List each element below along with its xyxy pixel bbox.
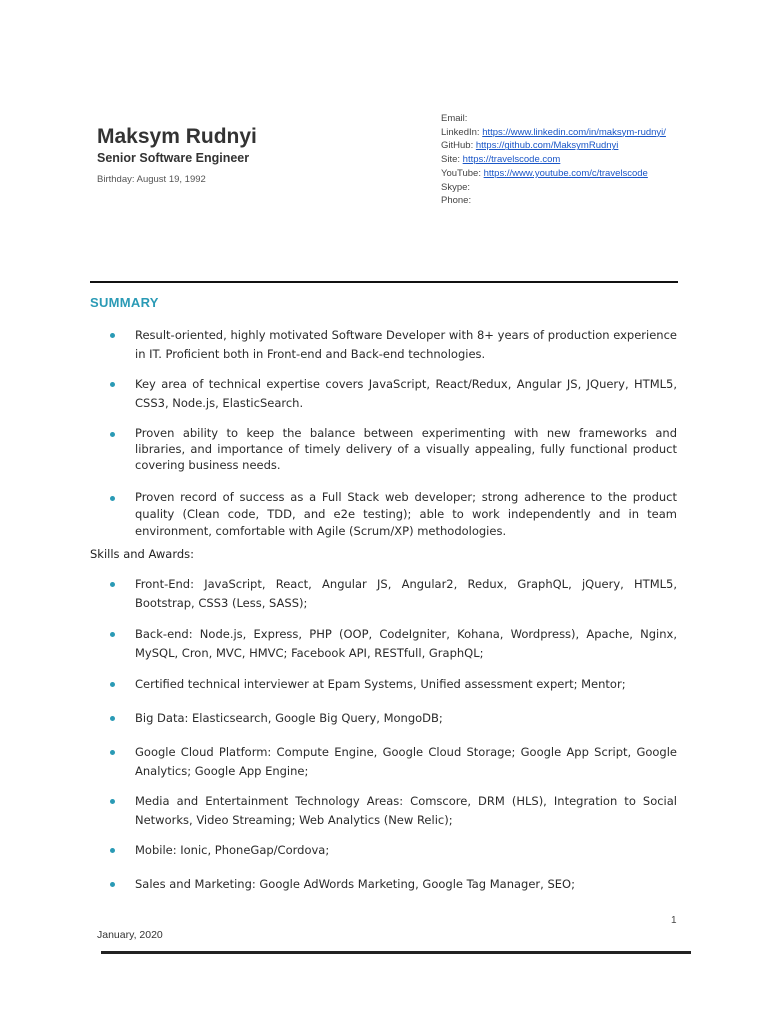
bullet-icon xyxy=(110,333,115,338)
summary-item-text: Result-oriented, highly motivated Software Developer with 8+ years of production experience in IT. Proficient both in Front-end and Back-end technologies. xyxy=(135,328,677,361)
linkedin-line xyxy=(441,126,681,140)
skills-item-text: Back-end: Node.js, Express, PHP (OOP, CodeIgniter, Kohana, Wordpress), Apache, Nginx, MySQL, Cron, MVC, HMVC; Facebook API, RESTfull, GraphQL; xyxy=(135,627,677,660)
skills-item xyxy=(110,675,677,694)
bullet-icon xyxy=(110,382,115,387)
youtube-label: YouTube: xyxy=(441,167,481,179)
summary-item xyxy=(110,489,677,540)
skype-label: Skype: xyxy=(441,181,471,193)
linkedin-label: LinkedIn: xyxy=(441,126,480,138)
github-label: GitHub: xyxy=(441,140,474,152)
site-link[interactable]: https://travelscode.com xyxy=(462,154,561,166)
bullet-icon xyxy=(110,848,115,853)
summary-item-text: Proven ability to keep the balance between experimenting with new frameworks and libraries, and importance of timely delivery of a visually appealing, fully functional product covering business needs. xyxy=(135,426,677,472)
summary-item xyxy=(110,425,677,473)
birthday: Birthday: August 19, 1992 xyxy=(97,174,206,185)
site-label: Site: xyxy=(441,154,461,166)
bullet-icon xyxy=(110,582,115,587)
skills-item-text: Certified technical interviewer at Epam Systems, Unified assessment expert; Mentor; xyxy=(135,677,626,691)
skills-item-text: Mobile: Ionic, PhoneGap/Cordova; xyxy=(135,843,330,857)
summary-item-text: Key area of technical expertise covers JavaScript, React/Redux, Angular JS, JQuery, HTML5, CSS3, Node.js, ElasticSearch. xyxy=(135,377,677,410)
site-line xyxy=(441,153,681,167)
skype-line xyxy=(441,181,681,195)
bullet-icon xyxy=(110,882,115,887)
job-title: Senior Software Engineer xyxy=(97,151,250,165)
summary-item xyxy=(110,326,677,364)
bullet-icon xyxy=(110,632,115,637)
skills-item xyxy=(110,625,677,663)
page-number: 1 xyxy=(671,915,677,926)
bullet-icon xyxy=(110,496,115,501)
github-line xyxy=(441,139,681,153)
bullet-icon xyxy=(110,750,115,755)
skills-item xyxy=(110,709,677,728)
github-link[interactable]: https://github.com/MaksymRudnyi xyxy=(475,140,619,152)
header-divider xyxy=(90,281,678,283)
summary-item xyxy=(110,375,677,413)
phone-label: Phone: xyxy=(441,195,472,207)
skills-item xyxy=(110,841,677,860)
skills-item xyxy=(110,743,677,781)
skills-item-text: Google Cloud Platform: Compute Engine, Google Cloud Storage; Google App Script, Google Analytics; Google App Engine; xyxy=(135,745,677,778)
summary-item-text: Proven record of success as a Full Stack web developer; strong adherence to the product quality (Clean code, TDD, and e2e testing); able to work independently and in team environment, comfortable with Agile (Scrum/XP) methodologies. xyxy=(135,490,677,538)
email-label: Email: xyxy=(441,113,468,124)
phone-line xyxy=(441,194,681,208)
skills-item xyxy=(110,792,677,830)
footer-divider xyxy=(101,951,691,954)
linkedin-link[interactable]: https://www.linkedin.com/in/maksym-rudnyi/ xyxy=(482,126,666,138)
summary-heading: SUMMARY xyxy=(90,295,159,310)
footer-date: January, 2020 xyxy=(97,929,163,941)
skills-heading: Skills and Awards: xyxy=(90,547,195,561)
youtube-link[interactable]: https://www.youtube.com/c/travelscode xyxy=(483,167,648,179)
skills-item-text: Sales and Marketing: Google AdWords Marketing, Google Tag Manager, SEO; xyxy=(135,877,575,891)
youtube-line xyxy=(441,167,681,181)
bullet-icon xyxy=(110,716,115,721)
skills-item xyxy=(110,875,677,894)
candidate-name: Maksym Rudnyi xyxy=(97,125,257,148)
bullet-icon xyxy=(110,799,115,804)
skills-item-text: Media and Entertainment Technology Areas: Comscore, DRM (HLS), Integration to Social Networks, Video Streaming; Web Analytics (New Relic); xyxy=(135,794,677,827)
skills-item-text: Big Data: Elasticsearch, Google Big Query, MongoDB; xyxy=(135,711,443,725)
bullet-icon xyxy=(110,682,115,687)
skills-item xyxy=(110,575,677,613)
email-line xyxy=(441,112,681,126)
skills-item-text: Front-End: JavaScript, React, Angular JS, Angular2, Redux, GraphQL, jQuery, HTML5, Bootstrap, CSS3 (Less, SASS); xyxy=(135,577,677,610)
contact-block xyxy=(441,112,681,208)
bullet-icon xyxy=(110,432,115,437)
